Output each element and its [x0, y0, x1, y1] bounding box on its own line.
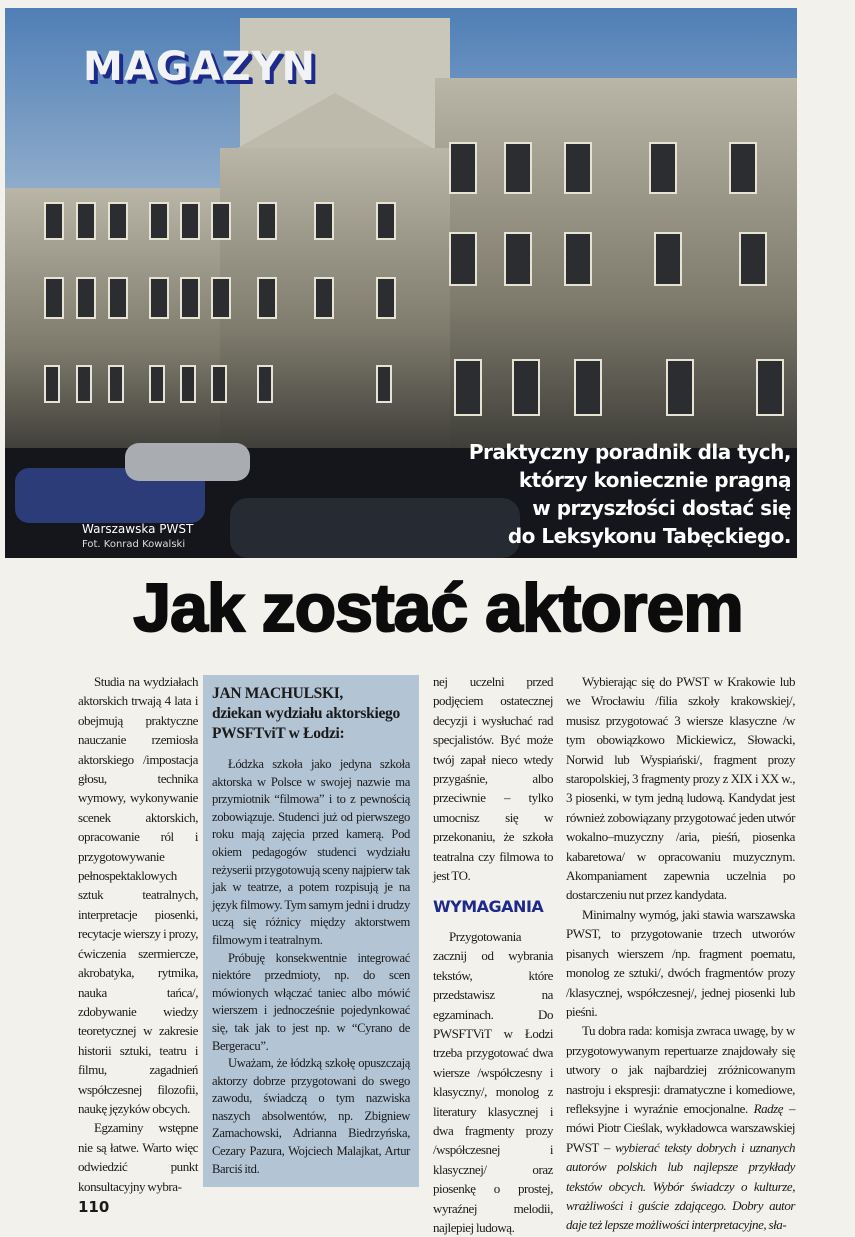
photo-caption: [82, 522, 193, 552]
window: [315, 203, 333, 239]
window: [109, 278, 127, 318]
window: [315, 278, 333, 318]
window: [450, 143, 476, 193]
article-title: Jak zostać aktorem: [133, 570, 743, 646]
interviewee-role: dziekan wydziału aktorskiego: [212, 705, 400, 722]
window: [667, 360, 693, 415]
window: [45, 366, 59, 402]
window: [377, 366, 391, 402]
window: [45, 203, 63, 239]
window: [258, 203, 276, 239]
window: [565, 143, 591, 193]
window: [377, 278, 395, 318]
lead-line: w przyszłości dostać się: [532, 496, 791, 520]
window: [655, 233, 681, 285]
paragraph: Przygotowania zacznij od wybrania tekstów, które przedstawisz na egzaminach. Do PWSFTViT w Łodzi trzeba przygotować dwa wiersze /współczesny i klasyczny/, monolog z literatury klasycznej i dwa fragmenty prozy /współczesnej i klasycznej/ oraz piosenkę o prostej, wyraźnej melodii, najlepiej ludową.: [433, 928, 553, 1235]
car-white: [125, 443, 250, 481]
lead-line: którzy koniecznie pragną: [518, 468, 791, 492]
window: [565, 233, 591, 285]
window: [258, 278, 276, 318]
photo-lead-text: [431, 438, 791, 550]
window: [150, 203, 168, 239]
column-3: [433, 672, 553, 1237]
building-photo: [5, 8, 797, 558]
paragraph: [566, 1021, 795, 1234]
quote: wybierać teksty dobrych i uznanych autorów polskich lub najlepsze przykłady tekstów obcych. Wybór świadczy o kulturze, wrażliwości i guście zdającego. Dobry autor daje też lepsze możliwości interpretacyjne, sła-: [566, 1139, 795, 1233]
page-number: 110: [78, 1197, 110, 1216]
window: [212, 278, 230, 318]
interviewee-name: JAN MACHULSKI,: [212, 685, 344, 702]
paragraph: Egzaminy wstępne nie są łatwe. Warto więc odwiedzić punkt konsultacyjny wybra-: [78, 1120, 198, 1194]
paragraph: Łódzka szkoła jako jedyna szkoła aktorska w Polsce w swojej nazwie ma przymiotnik “filmowa” i to z pewnością zobowiązuje. Studenci już od pierwszego roku mają zajęcia przed kamerą. Pod okiem pedagogów studenci wydziału reżyserii przygotowują sceny najpierw tak jak w teatrze, a potem rozpisują je na język filmowy. Tym samym jedni i drudzy uczą się różnicy między aktorstwem filmowym i teatralnym.: [212, 757, 410, 947]
paragraph: nej uczelni przed podjęciem ostatecznej decyzji i wysłuchać rad specjalistów. Być może twój zapał nieco wtedy przygaśnie, albo przeciwnie – tylko umocnisz się w przekonaniu, że szkoła teatralna czy filmowa to jest TO.: [433, 674, 553, 884]
paragraph: Minimalny wymóg, jaki stawia warszawska PWST, to przygotowanie trzech utworów pisanych wierszem /np. fragment poematu, monolog ze sztuki/, dwóch fragmentów prozy /klasycznej, współczesnej/, jednej piosenki lub pieśni.: [566, 906, 795, 1019]
paragraph: Uważam, że łódzką szkołę opuszczają aktorzy dobrze przygotowani do swego zawodu, świadczą o tym nazwiska naszych absolwentów, np. Zbigniew Zamachowski, Adrianna Biedrzyńska, Cezary Pazura, Wojciech Malajkat, Artur Barciś itd.: [212, 1056, 410, 1176]
photo-credit: Fot. Konrad Kowalski: [82, 539, 186, 550]
window: [150, 366, 164, 402]
interviewee-school: PWSFTviT w Łodzi:: [212, 725, 345, 742]
window: [740, 233, 766, 285]
window: [212, 366, 226, 402]
paragraph: Studia na wydziałach aktorskich trwają 4 lata i obejmują praktyczne nauczanie rzemiosła aktorskiego /impostacja głosu, technika wymowy, wykonywanie scenek aktorskich, opracowanie ról i przygotowywanie pełnospektaklowych sztuk teatralnych, interpretacje piosenki, recytacje wierszy i prozy, ćwiczenia szermiercze, akrobatyka, rytmika, nauka tańca/, zdobywanie wiedzy teoretycznej w zakresie historii sztuki, teatru i filmu, zagadnień współczesnej filozofii, naukę języków obcych.: [78, 674, 198, 1116]
window: [505, 233, 531, 285]
text: Tu dobra rada: komisja zwraca uwagę, by w przygotowywanym repertuarze znajdowały się utwory o jak najbardziej zróżnicowanym nastroju i ekspresji: dramatyczne i komediowe, refleksyjne i wyraźnie emocjonalne.: [566, 1023, 795, 1116]
lead-line: do Leksykonu Tabęckiego.: [507, 524, 791, 548]
box-heading: [212, 684, 410, 744]
window: [181, 366, 195, 402]
window: [77, 203, 95, 239]
window: [77, 278, 95, 318]
window: [212, 203, 230, 239]
window: [455, 360, 481, 415]
window: [575, 360, 601, 415]
window: [109, 366, 123, 402]
window: [377, 203, 395, 239]
window: [505, 143, 531, 193]
building-center: [220, 148, 450, 458]
paragraph: Próbuję konsekwentnie integrować niektóre przedmioty, np. do scen mówionych włączać taniec albo mówić wierszem i jednocześnie pojedynkować się, tak jak to jest np. w “Cyrano de Bergeracu”.: [212, 950, 410, 1053]
window: [150, 278, 168, 318]
interview-box: [203, 675, 419, 1187]
lead-line: Praktyczny poradnik dla tych,: [468, 440, 791, 464]
window: [450, 233, 476, 285]
window: [181, 203, 199, 239]
column-4: [566, 672, 795, 1235]
window: [513, 360, 539, 415]
window: [757, 360, 783, 415]
window: [181, 278, 199, 318]
subheading: WYMAGANIA: [433, 897, 544, 917]
magazyn-logo: MAGAZYN: [83, 44, 316, 90]
column-1: [78, 672, 198, 1216]
window: [258, 366, 272, 402]
window: [77, 366, 91, 402]
box-text: [212, 756, 410, 1178]
text: – mówi Piotr Cieślak, wykładowca warszawskiej PWST –: [566, 1100, 796, 1155]
paragraph: Wybierając się do PWST w Krakowie lub we Wrocławiu /filia szkoły krakowskiej/, musisz przygotować 3 wiersze klasyczne /w tym obowiązkowo Mickiewicz, Słowacki, Norwid lub Wyspiański/, fragment prozy staropolskiej, 3 fragmenty prozy z XIX i XX w., 3 piosenki, w tym jedną ludową. Kandydat jest również zobowiązany przygotować jeden utwór wokalno–muzyczny /aria, pieśń, piosenka kabaretowa/ w opracowaniu muzycznym. Akompaniament zapewnia uczelnia po dostarczeniu nut przez kandydata.: [566, 674, 795, 903]
window: [109, 203, 127, 239]
caption-text: Warszawska PWST: [82, 522, 194, 536]
quote: Radzę: [753, 1100, 784, 1116]
window: [650, 143, 676, 193]
window: [730, 143, 756, 193]
window: [45, 278, 63, 318]
